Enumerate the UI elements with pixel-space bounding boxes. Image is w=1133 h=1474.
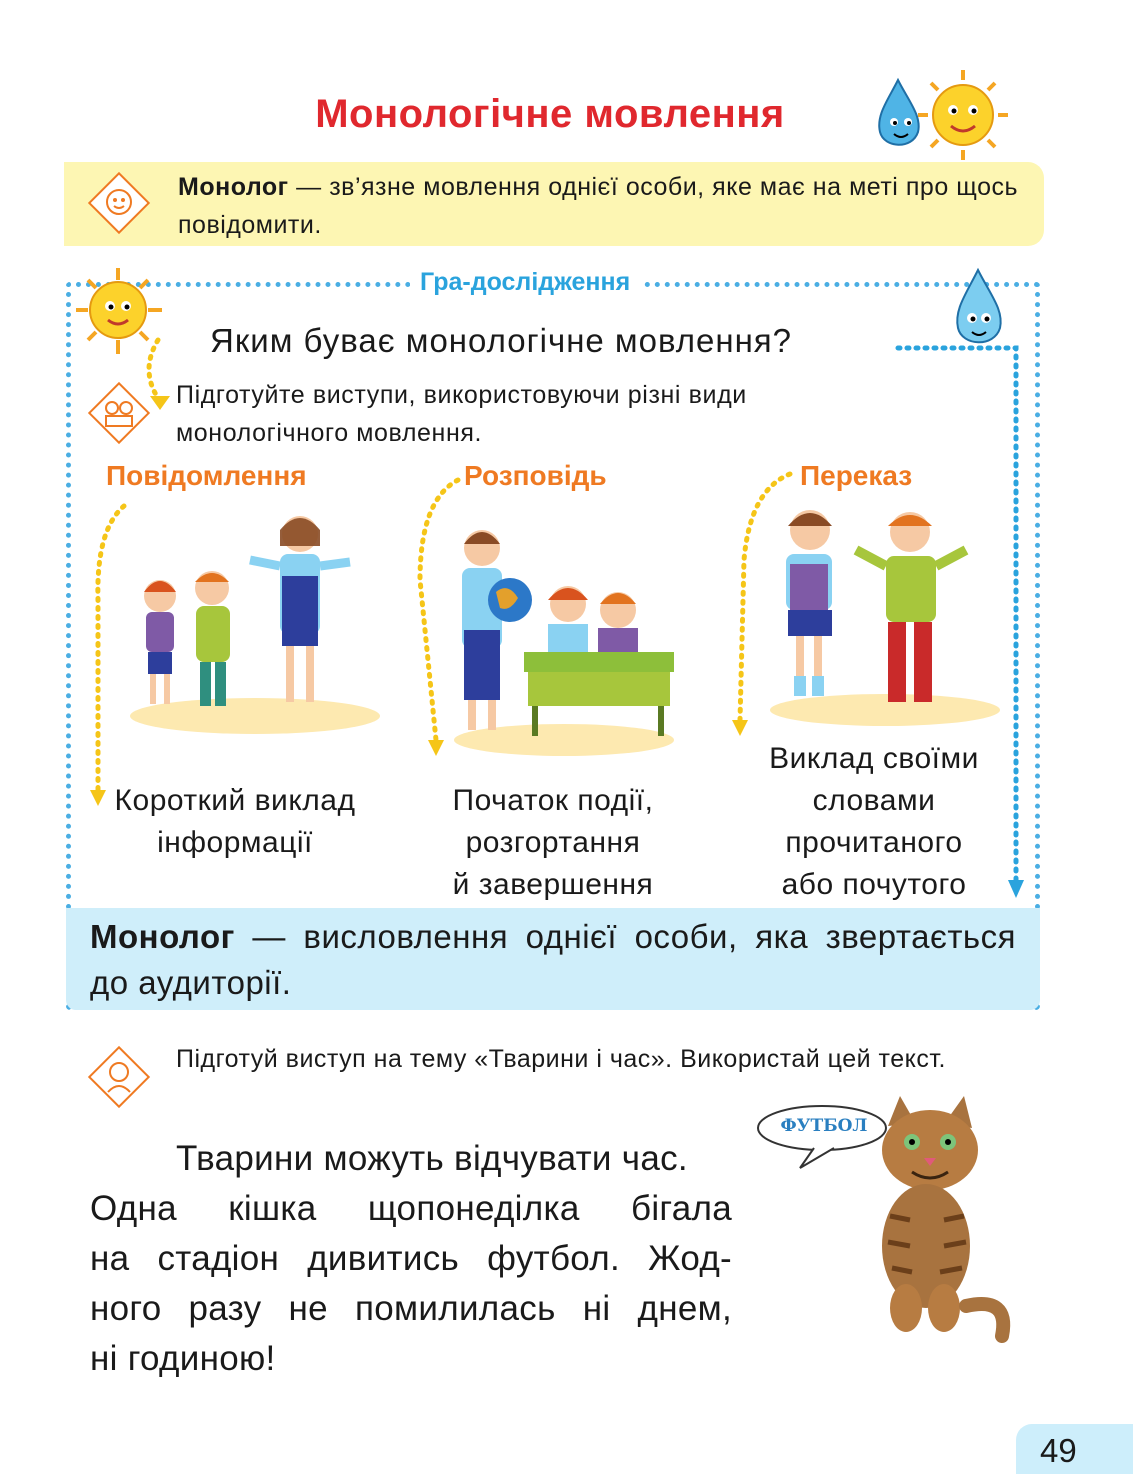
description-line: або почутого (781, 868, 967, 901)
story-line: Одна кішка щопонеділка бігала (90, 1189, 732, 1228)
story-line: Тварини можуть відчувати час. (176, 1139, 688, 1178)
description-line: розгортання (465, 826, 641, 859)
story-line: на стадіон дивитись футбол. Жод- (90, 1239, 732, 1278)
conclusion-body: — висловлення однієї особи, яка звертається до аудиторії. (90, 918, 1016, 1001)
type-label-message: Повідомлення (106, 460, 307, 491)
two-kids-diamond-icon (88, 382, 150, 444)
description-retelling (736, 738, 1012, 906)
conclusion-term: Монолог (90, 918, 235, 955)
description-line: Початок події, (452, 784, 654, 817)
description-line: Виклад своїми (769, 742, 979, 775)
description-line: інформації (157, 826, 313, 859)
story-text (90, 1134, 732, 1384)
speech-bubble-text: ФУТБОЛ (780, 1116, 868, 1136)
kid-speaking-diamond-icon (88, 1046, 150, 1108)
illustration-teacher-with-globe (448, 520, 680, 756)
story-line: ного разу не помилилась ні днем, (90, 1289, 732, 1328)
illustration-two-children-talking (760, 500, 1010, 730)
page-title: Монологічне мовлення (315, 92, 785, 136)
description-line: прочитаного (785, 826, 963, 859)
description-story (418, 780, 688, 906)
task-text: Підготуй виступ на тему «Тварини і час». Використай цей текст. (176, 1045, 946, 1073)
type-label-story: Розповідь (464, 460, 607, 491)
game-question: Яким буває монологічне мовлення? (210, 322, 793, 359)
page-number: 49 (1040, 1432, 1077, 1469)
conclusion-text (90, 914, 1016, 1006)
cat-illustration (840, 1096, 1016, 1344)
game-task: Підготуйте виступи, використовуючи різні види монологічного мовлення. (176, 381, 747, 447)
definition-term: Монолог (178, 173, 289, 201)
type-label-retelling: Переказ (800, 460, 913, 491)
description-line: словами (812, 784, 936, 817)
game-title: Гра-дослідження (410, 268, 640, 297)
description-line: Короткий виклад (114, 784, 356, 817)
description-message (80, 780, 390, 864)
story-line: ні годиною! (90, 1339, 276, 1378)
illustration-teacher-with-kids (120, 506, 390, 736)
definition-body: — зв’язне мовлення однієї особи, яке має на меті про щось повідомити. (178, 173, 1018, 239)
description-line: й завершення (452, 868, 654, 901)
